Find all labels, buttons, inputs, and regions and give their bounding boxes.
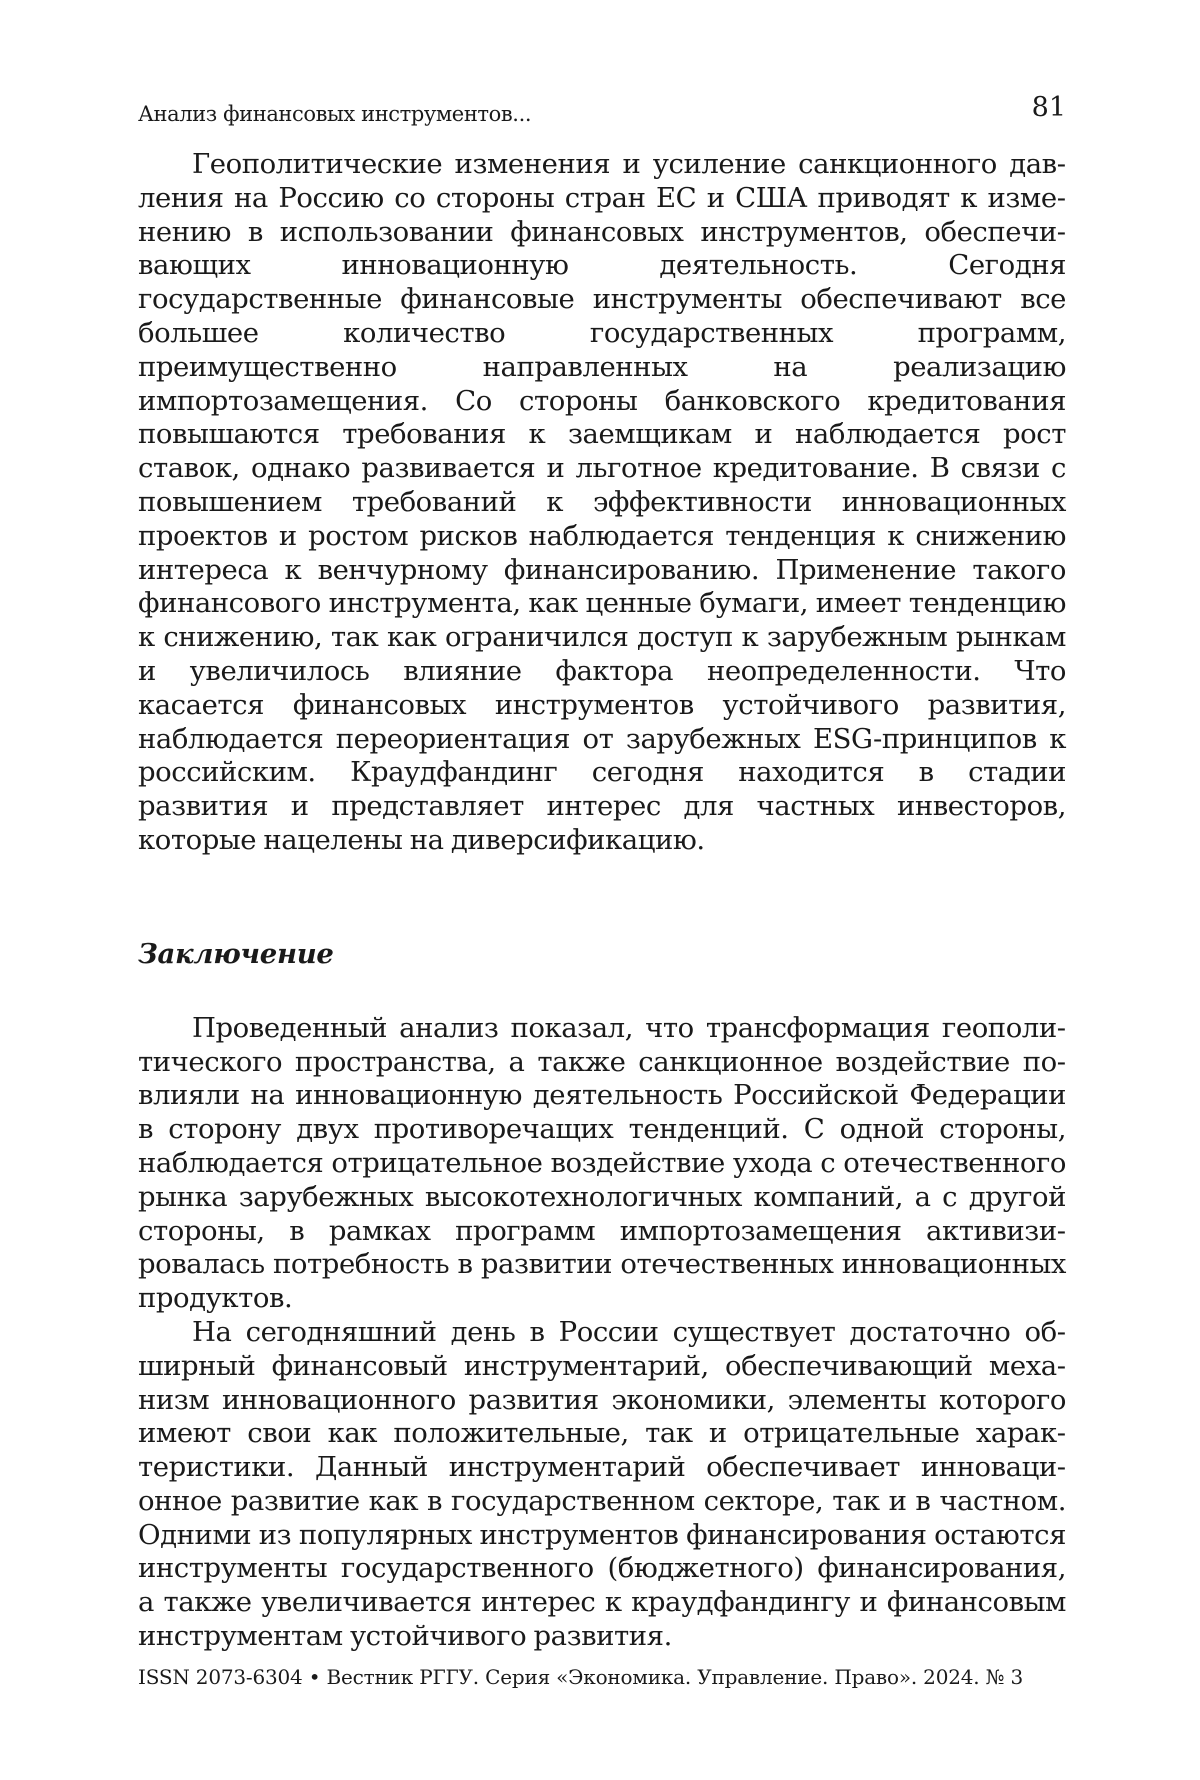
section-heading: Заключение [138, 937, 334, 970]
journal-footer: ISSN 2073-6304 • Вестник РГГУ. Серия «Экономика. Управление. Право». 2024. № 3 [138, 1665, 1023, 1689]
article-body [138, 148, 1066, 1654]
journal-page [138, 92, 1066, 1654]
body-paragraph: На сегодняшний день в России существует достаточно обширный финансовый инструментарий, обеспечивающий механизм инновационного развития экономики, элементы которого имеют свои как положительные, так и отрицательные характеристики. Данный инструментарий обеспечивает инновационное развитие как в государственном секторе, так и в частном. Одними из популярных инструментов финансирования остаются инструменты государственного (бюджетного) финансирования, а также увеличивается интерес к краудфандингу и финансовым инструментам устойчивого развития. [138, 1315, 1066, 1653]
running-title: Анализ финансовых инструментов... [138, 102, 532, 126]
running-head [138, 92, 1066, 132]
body-paragraph: Геополитические изменения и усиление санкционного давления на Россию со стороны стран ЕС и США приводят к изменению в использовании финансовых инструментов, обеспечивающих инновационную деятельность. Сегодня государственные финансовые инструменты обеспечивают все большее количество государственных программ, преимущественно направленных на реализацию импортозамещения. Со стороны банковского кредитования повышаются требования к заемщикам и наблюдается рост ставок, однако развивается и льготное кредитование. В связи с повышением требований к эффективности инновационных проектов и ростом рисков наблюдается тенденция к снижению интереса к венчурному финансированию. Применение такого финансового инструмента, как ценные бумаги, имеет тенденцию к снижению, так как ограничился доступ к зарубежным рынкам и увеличилось влияние фактора неопределенности. Что касается финансовых инструментов устойчивого развития, наблюдается переориентация от зарубежных ESG-принципов к российским. Краудфандинг сегодня находится в стадии развития и представляет интерес для частных инвесторов, которые нацелены на диверсификацию. [138, 148, 1066, 856]
body-paragraph: Проведенный анализ показал, что трансформация геополитического пространства, а также санкционное воздействие повлияли на инновационную деятельность Российской Федерации в сторону двух противоречащих тенденций. С одной стороны, наблюдается отрицательное воздействие ухода с отечественного рынка зарубежных высокотехнологичных компаний, а с другой стороны, в рамках программ импортозамещения активизировалась потребность в развитии отечественных инновационных продуктов. [138, 1011, 1066, 1315]
page-number: 81 [1031, 92, 1066, 123]
